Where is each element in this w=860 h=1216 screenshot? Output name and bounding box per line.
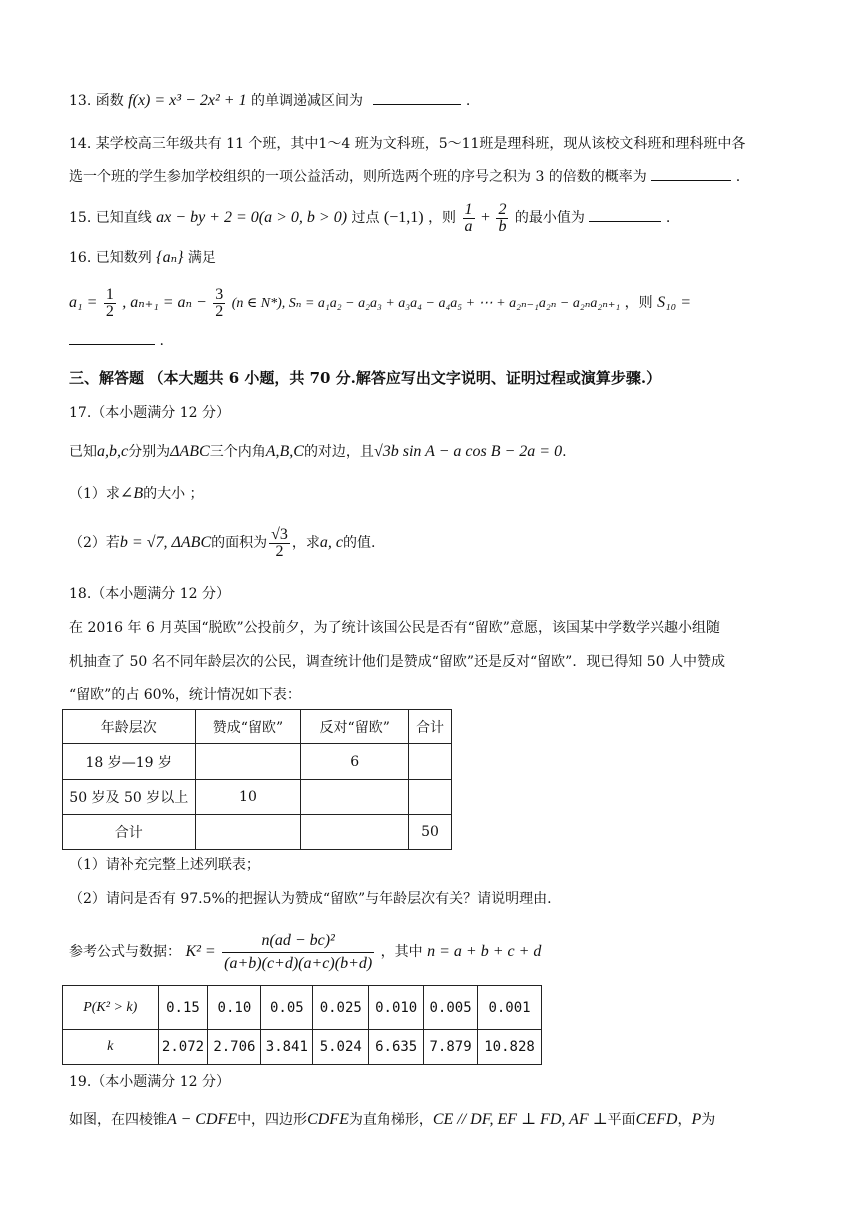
table-cell: 3.841 xyxy=(261,1030,313,1065)
table-cell[interactable] xyxy=(409,744,452,780)
formula-label: 参考公式与数据： xyxy=(69,944,181,960)
q17-part2-text-c: ，求 xyxy=(291,535,320,551)
table-cell: 2.706 xyxy=(208,1030,261,1065)
contingency-table xyxy=(62,709,452,850)
chi-square-fraction: $\frac{\text{n(ad − bc)²}}{(a+b)(c+d)(a+c)(b+d)}$ xyxy=(224,931,373,972)
table-row xyxy=(63,815,452,850)
critical-value-table xyxy=(62,985,542,1065)
q17-area-fraction: $\frac{√3}{2}$ xyxy=(271,525,288,560)
q14-text: 选一个班的学生参加学校组织的一项公益活动，则所选两个班的序号之积为 3 的倍数的概率为 xyxy=(69,169,647,185)
q16-sequence: {aₙ} xyxy=(156,249,184,266)
q16-a1: a₁ = xyxy=(69,294,98,311)
q17-condition: √3b sin A − a cos B − 2a = 0 xyxy=(373,443,563,460)
q13-answer-blank[interactable] xyxy=(373,90,461,105)
q17-text-d: 的对边，且 xyxy=(303,444,374,460)
formula-line xyxy=(69,927,541,977)
table-cell[interactable] xyxy=(409,780,452,815)
q15-plus: + xyxy=(480,209,490,226)
q16-number: 16. xyxy=(69,250,92,266)
table-cell: 7.879 xyxy=(424,1030,478,1065)
q16-sum-definition: (n ∈ N*), Sₙ = a₁a₂ − a₂a₃ + a₃a₄ − a₄a₅ + ⋯ + a₂ₙ₋₁a₂ₙ − a₂ₙa₂ₙ₊₁ xyxy=(231,296,621,311)
q19-quadrilateral: CDFE xyxy=(307,1111,349,1128)
q15-end: . xyxy=(665,210,671,226)
q17-text-b: 分别为 xyxy=(128,444,171,460)
table-cell: 0.05 xyxy=(261,986,313,1030)
q19-text-c: 为直角梯形， xyxy=(348,1112,433,1128)
probability-row xyxy=(63,986,542,1030)
q15-fraction-1: $\frac{1}{a}$ xyxy=(464,200,473,235)
q16-fraction-half: $\frac{1}{2}$ xyxy=(105,285,114,320)
table-cell[interactable] xyxy=(195,744,301,780)
q17-text-a: 已知 xyxy=(69,444,97,460)
question-19-header: 19.（本小题满分 12 分） xyxy=(69,1074,230,1090)
q16-answer-blank[interactable] xyxy=(69,330,155,345)
table-cell: 50 岁及 50 岁以上 xyxy=(63,780,196,815)
q16-end: . xyxy=(159,333,164,349)
q15-fraction-2: $\frac{2}{b}$ xyxy=(498,200,507,235)
table-cell[interactable] xyxy=(301,815,409,850)
table-cell[interactable] xyxy=(195,815,301,850)
table-cell: 10 xyxy=(195,780,301,815)
q19-text-f: 为 xyxy=(701,1112,716,1128)
formula-tail: ，其中 xyxy=(380,944,423,960)
table-cell: 0.005 xyxy=(424,986,478,1030)
q19-text-a: 如图，在四棱锥 xyxy=(69,1112,167,1128)
q15-number: 15. xyxy=(69,210,92,226)
table-cell: 6 xyxy=(301,744,409,780)
q17-triangle: ΔABC xyxy=(170,443,210,460)
question-17-part-1 xyxy=(69,483,204,505)
q17-sides: a,b,c xyxy=(97,443,129,460)
question-16-line-1 xyxy=(69,247,216,269)
table-row xyxy=(63,780,452,815)
formula-n-definition: n = a + b + c + d xyxy=(427,943,542,960)
probability-label: P(K² > k) xyxy=(63,986,159,1030)
q17-part2-text-b: 的面积为 xyxy=(211,535,268,551)
table-cell: 0.15 xyxy=(158,986,208,1030)
table-cell: 0.10 xyxy=(208,986,261,1030)
section-3-description: （本大题共 6 小题，共 70 分.解答应写出文字说明、证明过程或演算步骤.） xyxy=(148,369,662,387)
q16-text-end: 满足 xyxy=(187,250,216,266)
table-cell[interactable] xyxy=(301,780,409,815)
q15-line-equation: ax − by + 2 = 0(a > 0, b > 0) xyxy=(156,209,348,226)
question-17-line-1 xyxy=(69,441,567,463)
question-19-line-1 xyxy=(69,1109,715,1131)
q19-point-p: P xyxy=(691,1111,702,1128)
question-14-line-1: 14. 某学校高三年级共有 11 个班，其中1～4 班为文科班，5～11班是理科班，现从该校文科班和理科班中各 xyxy=(69,136,746,152)
question-18-part-1: （1）请补充完整上述列联表； xyxy=(69,857,260,873)
q19-relations: CE // DF, EF ⊥ FD, AF ⊥ xyxy=(432,1111,608,1128)
q17-text-c: 三个内角 xyxy=(209,444,266,460)
q14-end: . xyxy=(735,169,741,185)
q17-part1-text-b: 的大小 ； xyxy=(143,486,204,502)
table-cell: 0.001 xyxy=(478,986,542,1030)
q17-part1-text-a: （1）求 xyxy=(69,486,120,502)
k-label: k xyxy=(63,1030,159,1065)
q13-end: . xyxy=(465,93,471,109)
q17-part2-text-d: 的值. xyxy=(343,535,376,551)
question-14-line-2 xyxy=(69,166,740,188)
q13-number: 13. xyxy=(69,93,92,109)
q13-text-b: 的单调递减区间为 xyxy=(251,93,364,109)
q15-text-d: 的最小值为 xyxy=(514,210,585,226)
header-support: 赞成“留欧” xyxy=(195,710,301,744)
table-cell: 5.024 xyxy=(313,1030,369,1065)
table-row xyxy=(63,744,452,780)
table-cell: 18 岁—19 岁 xyxy=(63,744,196,780)
question-18-line-1: 在 2016 年 6 月英国“脱欧”公投前夕，为了统计该国公民是否有“留欧”意愿，该国某中学数学兴趣小组随 xyxy=(69,620,720,636)
question-17-part-2 xyxy=(69,525,375,561)
table-cell: 0.010 xyxy=(369,986,424,1030)
table-cell: 0.025 xyxy=(313,986,369,1030)
table-cell: 10.828 xyxy=(478,1030,542,1065)
question-18-part-2: （2）请问是否有 97.5%的把握认为赞成“留欧”与年龄层次有关？请说明理由. xyxy=(69,891,552,907)
q15-text-a: 已知直线 xyxy=(95,210,152,226)
table-cell: 50 xyxy=(409,815,452,850)
question-16-line-3 xyxy=(69,330,164,352)
formula-lhs: K² = xyxy=(185,943,216,960)
q16-text: 已知数列 xyxy=(95,250,152,266)
q16-recurrence: , aₙ₊₁ = aₙ − xyxy=(122,294,207,311)
table-header-row xyxy=(63,710,452,744)
q19-pyramid: A − CDFE xyxy=(167,1111,238,1128)
q17-unknowns: a, c xyxy=(319,534,343,551)
q14-answer-blank[interactable] xyxy=(651,166,731,181)
question-15 xyxy=(69,201,670,235)
table-cell: 2.072 xyxy=(158,1030,208,1065)
section-3-title: 三、解答题 xyxy=(69,369,145,387)
k-row xyxy=(63,1030,542,1065)
q13-text-a: 函数 xyxy=(95,93,124,109)
header-age-group: 年龄层次 xyxy=(63,710,196,744)
q17-end: . xyxy=(562,444,567,460)
q15-answer-blank[interactable] xyxy=(589,207,661,222)
q19-text-e: ， xyxy=(677,1112,692,1128)
q19-text-d: 平面 xyxy=(607,1112,636,1128)
q13-function: f(x) = x³ − 2x² + 1 xyxy=(128,92,247,109)
q15-text-c: ，则 xyxy=(428,210,457,226)
question-18-line-3: “留欧”的占 60%，统计情况如下表： xyxy=(69,687,301,703)
q17-given: b = √7, ΔABC xyxy=(119,534,212,551)
question-18-line-2: 机抽查了 50 名不同年龄层次的公民，调查统计他们是赞成“留欧”还是反对“留欧”．现已得知 50 人中赞成 xyxy=(69,654,726,670)
header-total: 合计 xyxy=(409,710,452,744)
question-18-header: 18.（本小题满分 12 分） xyxy=(69,586,230,602)
question-16-line-2 xyxy=(69,285,691,322)
q16-fraction-three-halves: $\frac{3}{2}$ xyxy=(215,285,224,320)
q15-text-b: 过点 xyxy=(351,210,380,226)
question-17-header: 17.（本小题满分 12 分） xyxy=(69,405,230,421)
q17-part2-text-a: （2）若 xyxy=(69,535,120,551)
section-3-heading xyxy=(69,367,661,390)
q19-text-b: 中，四边形 xyxy=(237,1112,308,1128)
q19-plane: CEFD xyxy=(635,1111,678,1128)
q16-then: ，则 xyxy=(624,295,653,311)
q17-angle-b: ∠B xyxy=(119,485,144,502)
table-cell: 6.635 xyxy=(369,1030,424,1065)
q15-point: (−1,1) xyxy=(383,209,424,226)
table-cell: 合计 xyxy=(63,815,196,850)
q16-s10: S₁₀ = xyxy=(657,294,692,311)
header-oppose: 反对“留欧” xyxy=(301,710,409,744)
q17-angles: A,B,C xyxy=(265,443,304,460)
question-13 xyxy=(69,90,470,112)
